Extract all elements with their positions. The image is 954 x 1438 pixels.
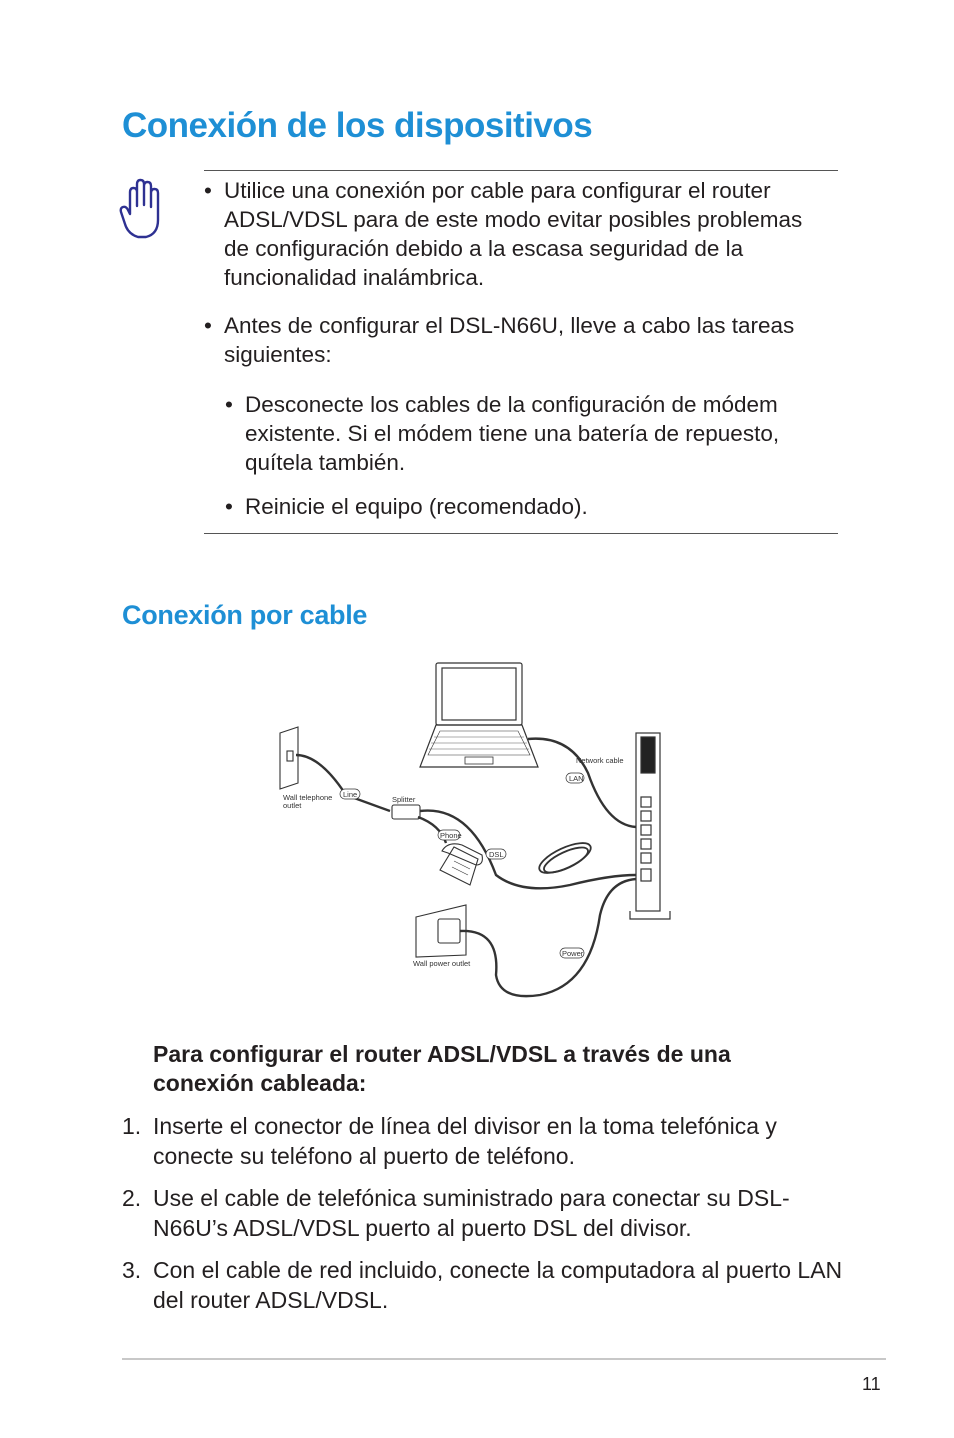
splitter-illustration — [392, 805, 420, 819]
note-sub-bullet-2-text: Reinicie el equipo (recomendado). — [245, 494, 588, 519]
step-number: 3. — [122, 1257, 142, 1283]
label-dsl: DSL — [489, 850, 504, 859]
note-bottom-divider — [204, 533, 838, 534]
step-text: Inserte el conector de línea del divisor en la toma telefónica y conecte su teléfono al puerto de teléfono. — [153, 1113, 777, 1169]
label-network-cable: Network cable — [576, 756, 624, 765]
step-1 — [122, 1111, 843, 1171]
footer-divider — [122, 1358, 886, 1360]
label-phone: Phone — [440, 831, 462, 840]
bullet-dot: • — [225, 494, 233, 519]
procedure-title: Para configurar el router ADSL/VDSL a través de una conexión cableada: — [153, 1041, 731, 1096]
bullet-dot: • — [204, 313, 212, 338]
section-title: Conexión por cable — [122, 600, 368, 630]
cables — [296, 739, 636, 997]
note-bullet-1-text: Utilice una conexión por cable para configurar el router ADSL/VDSL para de este modo evitar posibles problemas de configuración debido a la escasa seguridad de la funcionalidad inalámbrica. — [224, 178, 803, 290]
note-sub-bullet-1-text: Desconecte los cables de la configuración de módem existente. Si el módem tiene una batería de repuesto, quítela también. — [245, 392, 780, 475]
label-wall-power-outlet: Wall power outlet — [413, 959, 471, 968]
label-splitter: Splitter — [392, 795, 416, 804]
wall-power-outlet-illustration — [416, 905, 466, 957]
note-bullet-2 — [204, 311, 824, 369]
page-title: Conexión de los dispositivos — [122, 106, 593, 145]
note-bullet-2-text: Antes de configurar el DSL-N66U, lleve a cabo las tareas siguientes: — [224, 313, 795, 367]
step-number: 2. — [122, 1185, 142, 1211]
step-3 — [122, 1255, 843, 1315]
step-2 — [122, 1183, 843, 1243]
label-outlet: outlet — [283, 801, 302, 810]
label-power: Power — [562, 949, 584, 958]
hand-stop-icon — [116, 176, 168, 242]
laptop-illustration — [420, 663, 538, 767]
wall-telephone-outlet-illustration — [280, 727, 298, 789]
note-bullet-1 — [204, 176, 824, 292]
note-sub-bullet-2 — [225, 492, 825, 521]
bullet-dot: • — [225, 392, 233, 417]
note-top-divider — [204, 170, 838, 171]
step-text: Use el cable de telefónica suministrado para conectar su DSL-N66U’s ADSL/VDSL puerto al puerto DSL del divisor. — [153, 1185, 790, 1241]
label-wall-telephone: Wall telephone — [283, 793, 333, 802]
step-number: 1. — [122, 1113, 142, 1139]
label-lan: LAN — [569, 774, 584, 783]
label-line: Line — [343, 790, 358, 799]
bullet-dot: • — [204, 178, 212, 203]
telephone-illustration — [440, 844, 482, 885]
cable-coil — [535, 837, 594, 879]
page-number: 11 — [862, 1374, 881, 1394]
step-text: Con el cable de red incluido, conecte la computadora al puerto LAN del router ADSL/VDSL. — [153, 1257, 843, 1313]
note-sub-bullet-1 — [225, 390, 825, 477]
wired-connection-diagram — [270, 655, 690, 1005]
